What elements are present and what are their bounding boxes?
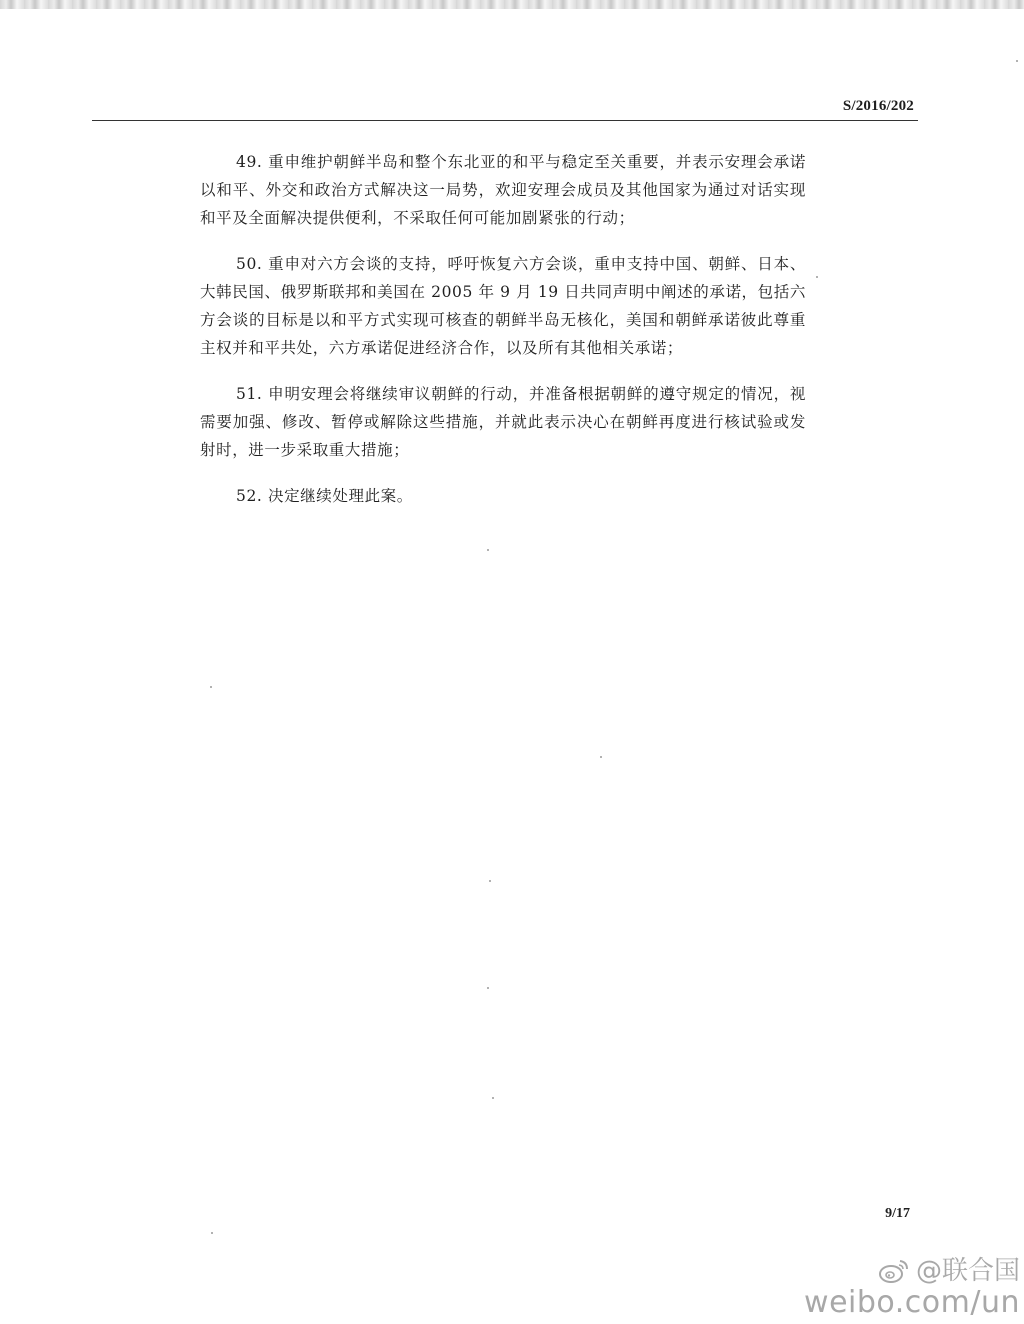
paragraph-52: 52. 决定继续处理此案。 [236, 487, 413, 505]
watermark-account: @联合国 [915, 1256, 1020, 1286]
resolution-body [200, 148, 806, 528]
scan-speck [487, 549, 489, 551]
paragraph-49: 49. 重申维护朝鲜半岛和整个东北亚的和平与稳定至关重要，并表示安理会承诺以和平、外交和政治方式解决这一局势，欢迎安理会成员及其他国家为通过对话实现和平及全面解决提供便利，不采取任何可能加剧紧张的行动； [200, 153, 806, 227]
paragraph-50: 50. 重申对六方会谈的支持，呼吁恢复六方会谈，重申支持中国、朝鲜、日本、大韩民国、俄罗斯联邦和美国在 2005 年 9 月 19 日共同声明中阐述的承诺，包括六方会谈的目标是以和平方式实现可核查的朝鲜半岛无核化，美国和朝鲜承诺彼此尊重主权并和平共处，六方承诺促进经济合作，以及所有其他相关承诺； [200, 255, 806, 357]
weibo-watermark [800, 1256, 1020, 1320]
watermark-url: weibo.com/un [804, 1285, 1020, 1320]
scan-speck [489, 880, 491, 882]
scan-speck [600, 756, 602, 758]
header-rule [92, 120, 918, 121]
document-symbol: S/2016/202 [842, 98, 914, 114]
scan-speck [1016, 60, 1018, 62]
scan-speck [210, 686, 212, 688]
scan-speck [211, 1232, 213, 1234]
page-number: 9/17 [885, 1206, 910, 1221]
scan-speck [492, 1097, 494, 1099]
scan-speck [816, 276, 818, 278]
weibo-logo-icon [878, 1258, 910, 1284]
paragraph-51: 51. 申明安理会将继续审议朝鲜的行动，并准备根据朝鲜的遵守规定的情况，视需要加强、修改、暂停或解除这些措施，并就此表示决心在朝鲜再度进行核试验或发射时，进一步采取重大措施； [200, 385, 806, 459]
scan-edge [0, 0, 1024, 9]
scan-speck [487, 987, 489, 989]
